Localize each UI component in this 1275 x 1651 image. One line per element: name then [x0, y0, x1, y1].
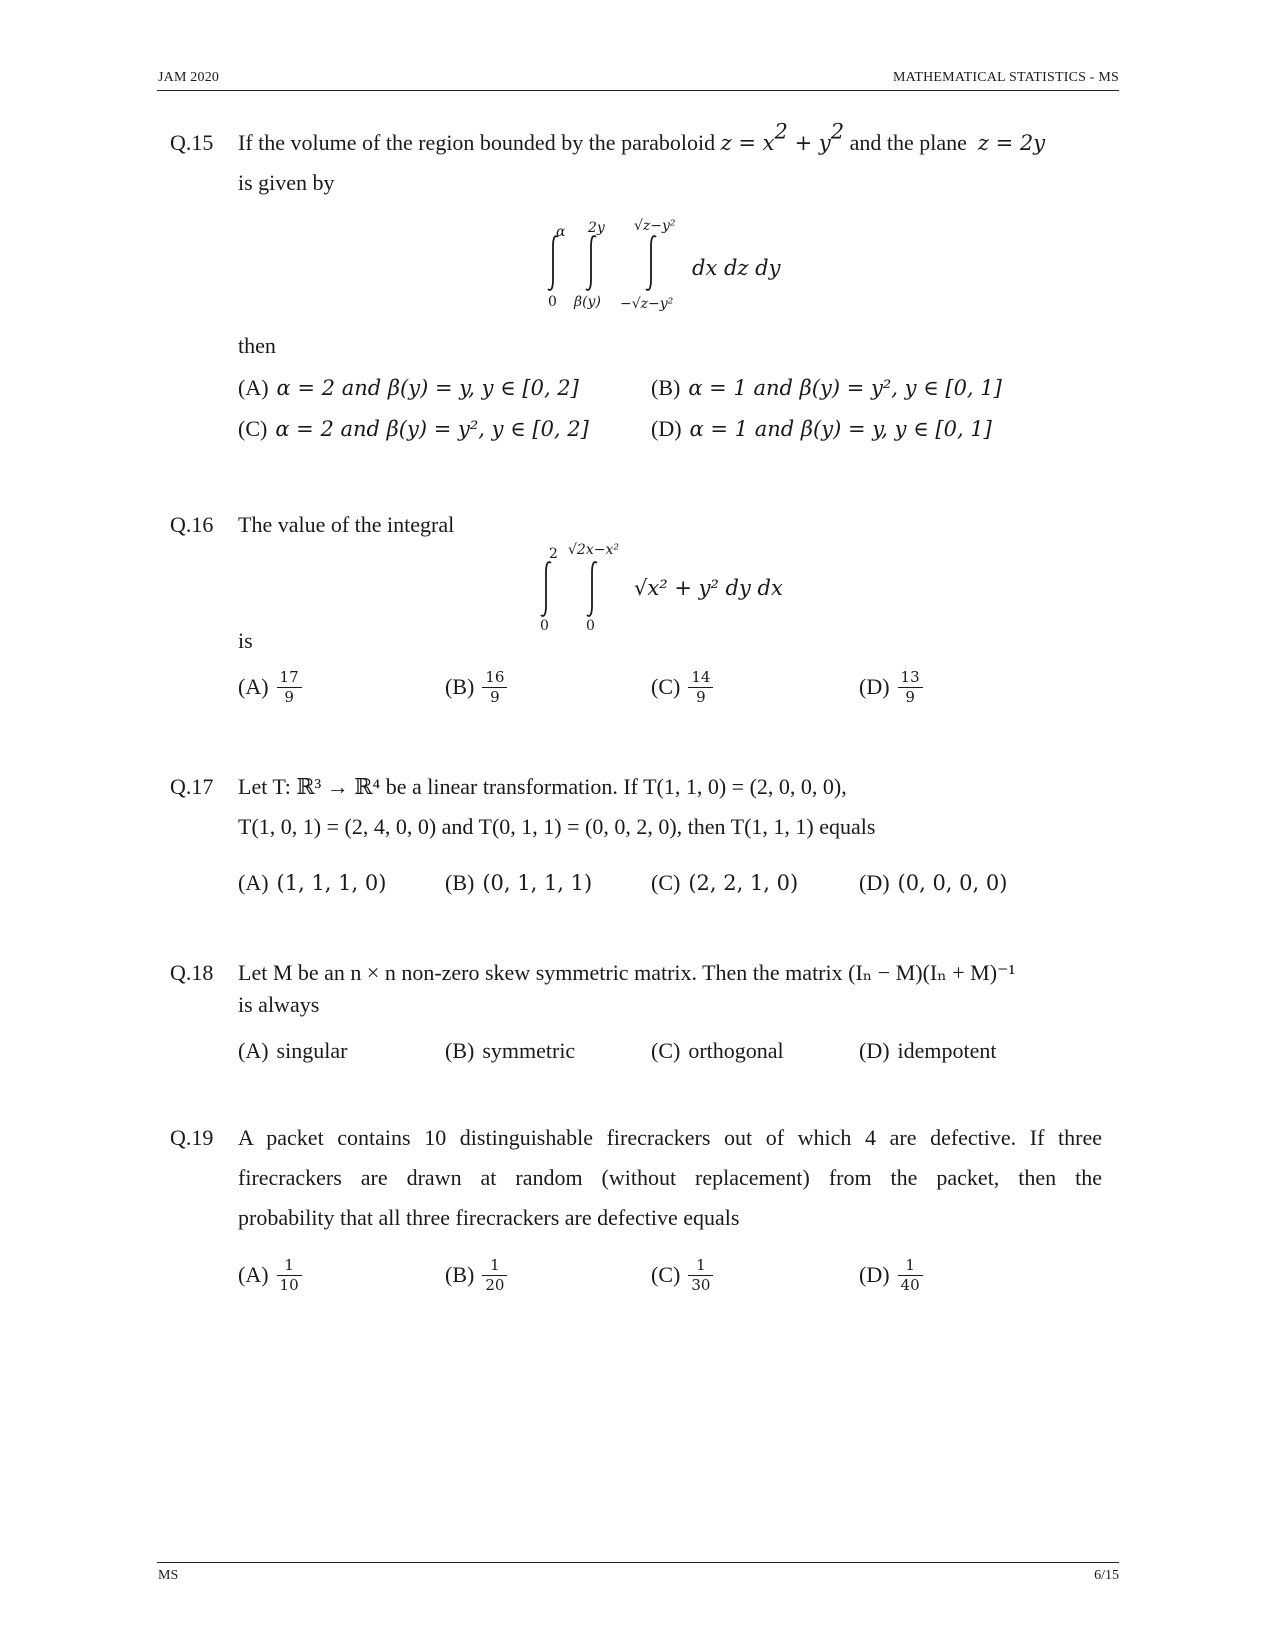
integral-sign: [582, 234, 602, 292]
question-text: The value of the integral: [238, 512, 455, 537]
option-label: (D): [651, 416, 682, 441]
option-a[interactable]: [238, 870, 386, 896]
option-text: idempotent: [897, 1038, 997, 1063]
question-number: Q.19: [170, 1125, 214, 1150]
lower-limit: β(y): [574, 294, 601, 310]
page-number: 6/15: [1094, 1568, 1119, 1583]
question-number: Q.15: [170, 130, 214, 155]
integrand: √x² + y² dy dx: [634, 576, 783, 600]
option-c[interactable]: [651, 668, 713, 707]
lower-limit: 0: [586, 618, 595, 634]
option-text: (2, 2, 1, 0): [688, 871, 799, 895]
option-b[interactable]: [445, 668, 507, 707]
text-part: and the plane: [849, 130, 967, 155]
question-text: probability that all three firecrackers are defective equals: [238, 1205, 740, 1230]
question-number: Q.16: [170, 512, 214, 537]
upper-limit: 2: [549, 546, 558, 562]
option-text: α = 2 and β(y) = y², y ∈ [0, 2]: [275, 417, 589, 441]
option-fraction: $\frac{1}{20}$: [482, 1256, 507, 1295]
option-fraction: $\frac{1}{10}$: [277, 1256, 302, 1295]
option-b[interactable]: [445, 870, 592, 896]
upper-limit: 2y: [588, 220, 605, 236]
option-label: (A): [238, 870, 269, 895]
question-number: Q.17: [170, 774, 214, 799]
option-label: (A): [238, 1038, 269, 1063]
math-part: $z = x^2 + y^2$: [720, 119, 845, 155]
option-text: symmetric: [482, 1038, 576, 1063]
option-label: (D): [859, 1038, 890, 1063]
lower-limit: 0: [540, 618, 549, 634]
option-label: (A): [238, 1262, 269, 1288]
option-fraction: $\frac{17}{9}$: [277, 668, 302, 707]
option-label: (C): [238, 416, 268, 441]
footer-rule: [157, 1562, 1119, 1563]
option-a[interactable]: [238, 1256, 302, 1295]
option-b[interactable]: [445, 1256, 507, 1295]
option-label: (D): [859, 870, 890, 895]
lower-limit: −√z−y²: [620, 296, 674, 312]
option-label: (A): [238, 375, 269, 400]
option-text: α = 1 and β(y) = y, y ∈ [0, 1]: [689, 417, 992, 441]
question-number: Q.18: [170, 960, 214, 985]
text-part: If the volume of the region bounded by the paraboloid: [238, 130, 716, 155]
option-a[interactable]: [238, 375, 579, 401]
option-text: (0, 0, 0, 0): [897, 871, 1008, 895]
option-label: (C): [651, 674, 681, 700]
question-text: T(1, 0, 1) = (2, 4, 0, 0) and T(0, 1, 1) = (0, 0, 2, 0), then T(1, 1, 1) equals: [238, 814, 876, 839]
math-part: z = 2y: [977, 131, 1046, 155]
integral-sign: [544, 234, 564, 292]
question-text: firecrackers are drawn at random (without replacement) from the packet, then the: [238, 1165, 1102, 1190]
option-label: (B): [445, 1038, 475, 1063]
integral-sign: [642, 234, 662, 292]
option-label: (C): [651, 870, 681, 895]
option-a[interactable]: [238, 668, 302, 707]
header-exam-name: JAM 2020: [158, 70, 220, 85]
option-text: orthogonal: [688, 1038, 784, 1063]
integral-sign: [537, 560, 557, 618]
option-d[interactable]: [859, 668, 923, 707]
question-text: Let T: ℝ³ → ℝ⁴ be a linear transformation. If T(1, 1, 0) = (2, 0, 0, 0),: [238, 774, 847, 799]
option-c[interactable]: [651, 870, 798, 896]
option-c[interactable]: [651, 1256, 713, 1295]
option-label: (B): [651, 375, 681, 400]
upper-limit: √2x−x²: [568, 542, 619, 558]
question-text: is: [238, 628, 253, 653]
option-label: (C): [651, 1262, 681, 1288]
option-text: singular: [276, 1038, 348, 1063]
question-text: is given by: [238, 170, 335, 195]
header-rule: [157, 90, 1119, 91]
option-text: (1, 1, 1, 0): [276, 871, 387, 895]
option-b[interactable]: [445, 1038, 575, 1064]
option-text: (0, 1, 1, 1): [482, 871, 593, 895]
integrand: dx dz dy: [692, 256, 781, 280]
question-text: Let M be an n × n non-zero skew symmetric matrix. Then the matrix (Iₙ − M)(Iₙ + M)⁻¹: [238, 960, 1016, 985]
option-label: (B): [445, 870, 475, 895]
option-b[interactable]: [651, 375, 1002, 401]
option-d[interactable]: [859, 870, 1007, 896]
question-text: [238, 119, 1046, 156]
lower-limit: 0: [548, 294, 557, 310]
option-a[interactable]: [238, 1038, 347, 1064]
option-fraction: $\frac{16}{9}$: [482, 668, 507, 707]
option-fraction: $\frac{13}{9}$: [898, 668, 923, 707]
header-paper-name: MATHEMATICAL STATISTICS - MS: [892, 70, 1119, 85]
option-fraction: $\frac{1}{30}$: [688, 1256, 713, 1295]
option-text: α = 1 and β(y) = y², y ∈ [0, 1]: [688, 376, 1002, 400]
option-c[interactable]: [238, 416, 589, 442]
option-label: (B): [445, 1262, 475, 1288]
integral-sign: [583, 560, 603, 618]
question-text: then: [238, 333, 276, 358]
option-label: (C): [651, 1038, 681, 1063]
option-label: (D): [859, 674, 890, 700]
option-d[interactable]: [859, 1256, 923, 1295]
option-fraction: $\frac{14}{9}$: [688, 668, 713, 707]
upper-limit: α: [556, 224, 566, 240]
option-label: (D): [859, 1262, 890, 1288]
question-text: A packet contains 10 distinguishable firecrackers out of which 4 are defective. If three: [238, 1125, 1102, 1150]
option-label: (B): [445, 674, 475, 700]
question-text: is always: [238, 992, 320, 1017]
footer-paper-code: MS: [158, 1568, 179, 1583]
option-d[interactable]: [859, 1038, 997, 1064]
option-c[interactable]: [651, 1038, 784, 1064]
option-label: (A): [238, 674, 269, 700]
option-text: α = 2 and β(y) = y, y ∈ [0, 2]: [276, 376, 579, 400]
option-d[interactable]: [651, 416, 992, 442]
option-fraction: $\frac{1}{40}$: [898, 1256, 923, 1295]
upper-limit: √z−y²: [634, 218, 676, 234]
